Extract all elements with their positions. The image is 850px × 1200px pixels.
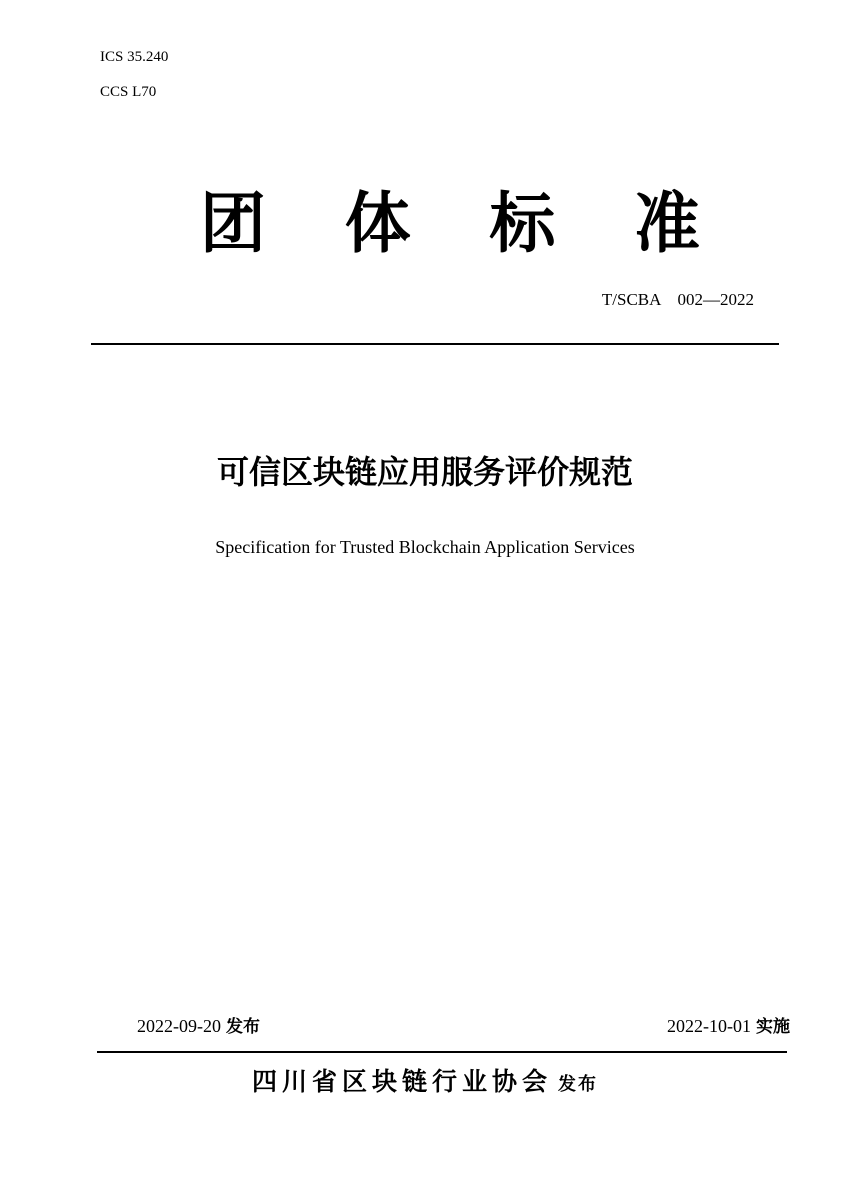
implement-date: 2022-10-01 [667,1016,751,1036]
standard-type-char: 标 [489,185,556,262]
issuer-label: 发布 [558,1074,598,1095]
publish-date: 2022-09-20 [137,1016,221,1036]
standard-type-char: 准 [633,185,700,262]
document-title-english: Specification for Trusted Blockchain Application Services [215,537,635,557]
implement-date-block [667,1014,790,1039]
standard-type-char: 团 [200,185,266,262]
standard-type-heading [200,184,700,264]
ccs-code: CCS L70 [100,84,157,100]
issuer-line [0,1064,850,1100]
standard-number: T/SCBA 002—2022 [601,290,754,309]
top-divider [91,343,779,345]
publish-label: 发布 [226,1017,260,1037]
ics-code: ICS 35.240 [100,49,169,65]
implement-label: 实施 [756,1017,790,1037]
bottom-divider [97,1051,787,1053]
document-title-chinese: 可信区块链应用服务评价规范 [216,453,633,491]
issuer-name: 四川省区块链行业协会 [251,1067,552,1096]
standard-type-char: 体 [344,185,411,262]
publish-date-block [137,1014,260,1039]
